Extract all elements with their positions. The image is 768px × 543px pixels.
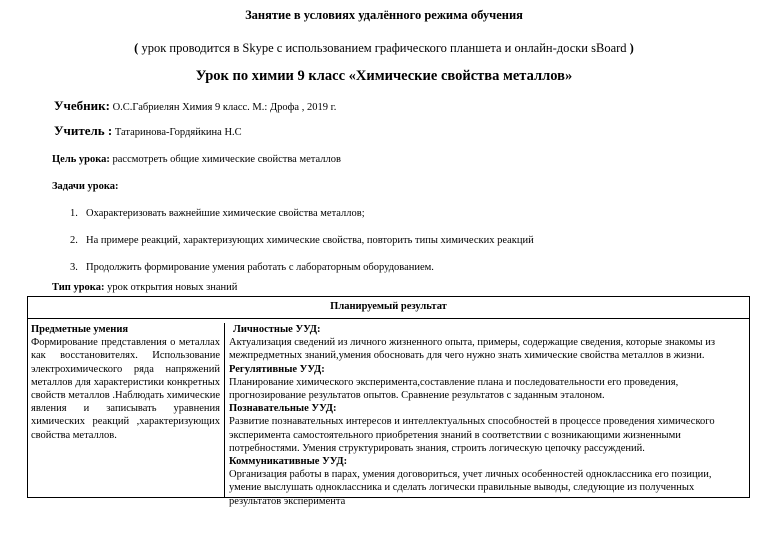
table-header: Планируемый результат — [28, 297, 749, 319]
teacher-line — [54, 123, 242, 139]
list-item-number: 3. — [70, 262, 78, 273]
personal-uud-title: Личностные УУД: — [233, 324, 321, 335]
tasks-heading-label: Задачи урока: — [52, 181, 119, 192]
lesson-type-value: урок открытия новых знаний — [104, 282, 238, 293]
subject-skills-cell — [28, 323, 225, 497]
cognitive-uud-text: Развитие познавательных интересов и интеллектуальных способностей в процессе проведения химического эксперимента самостоятельного приобретения знаний в соответствии с возникающими жизненными потребностями. Умения структурировать знания, строить логическую цепочку рассуждений. — [229, 416, 715, 454]
list-item-text: На примере реакций, характеризующих химические свойства, повторить типы химических реакций — [86, 235, 534, 246]
lesson-type-label: Тип урока: — [52, 282, 105, 293]
personal-uud-text: Актуализация сведений из личного жизненного опыта, примеры, содержащие сведения, которые знакомы из межпредметных знаний,умения обосновать для чего нужно знать химические свойства металлов в жизни. — [229, 337, 715, 362]
list-item — [70, 235, 534, 246]
planned-results-table — [27, 296, 750, 507]
list-item-text: Продолжить формирование умения работать с лабораторным оборудованием. — [86, 262, 434, 273]
list-item-text: Охарактеризовать важнейшие химические свойства металлов; — [86, 208, 365, 219]
goal-label: Цель урока: — [52, 154, 110, 165]
textbook-value: О.С.Габриелян Химия 9 класс. М.: Дрофа , 2019 г. — [109, 102, 337, 113]
lesson-format-note — [0, 41, 768, 56]
uud-cell — [226, 323, 749, 507]
page-heading: Занятие в условиях удалённого режима обучения — [245, 8, 523, 22]
tasks-heading — [52, 181, 119, 192]
textbook-label: Учебник: — [54, 98, 110, 113]
list-item-number: 1. — [70, 208, 78, 219]
close-paren: ) — [626, 41, 634, 55]
teacher-value: Татаринова-Гордяйкина Н.С — [112, 127, 242, 138]
list-item — [70, 208, 365, 219]
lesson-format-text: урок проводится в Skype с использованием графического планшета и онлайн-доски sBoard — [141, 41, 627, 55]
textbook-line — [54, 98, 336, 114]
communicative-uud-title: Коммуникативные УУД: — [229, 456, 348, 468]
teacher-label: Учитель : — [54, 123, 113, 138]
cognitive-uud-title: Познавательные УУД: — [229, 403, 337, 415]
lesson-title: Урок по химии 9 класс «Химические свойства металлов» — [195, 68, 573, 84]
regulative-uud-title: Регулятивные УУД: — [229, 363, 325, 375]
open-paren: ( — [134, 41, 142, 55]
goal-line — [52, 154, 341, 165]
list-item-number: 2. — [70, 235, 78, 246]
lesson-type-line — [52, 282, 237, 293]
list-item — [70, 262, 434, 273]
regulative-uud-text: Планирование химического эксперимента,составление плана и последовательности его проведения, прогнозирование результатов опытов. Сравнение результатов с заданным эталоном. — [229, 376, 679, 402]
goal-value: рассмотреть общие химические свойства металлов — [109, 154, 341, 165]
subject-skills-text: Формирование представления о металлах как восстановителях. Использование электрохимического ряда напряжений металлов для характеристики конкретных свойств металлов .Наблюдать химические явления и записывать уравнения химических реакций ,характеризующих свойства металлов. — [31, 337, 220, 441]
subject-skills-title: Предметные умения — [31, 324, 129, 335]
communicative-uud-text: Организация работы в парах, умения договориться, учет личных особенностей одноклассника его позиции, умение выслушать одноклассника и сделать логически правильные выводы, следующие из полученных результатов эксперимента — [229, 469, 712, 507]
